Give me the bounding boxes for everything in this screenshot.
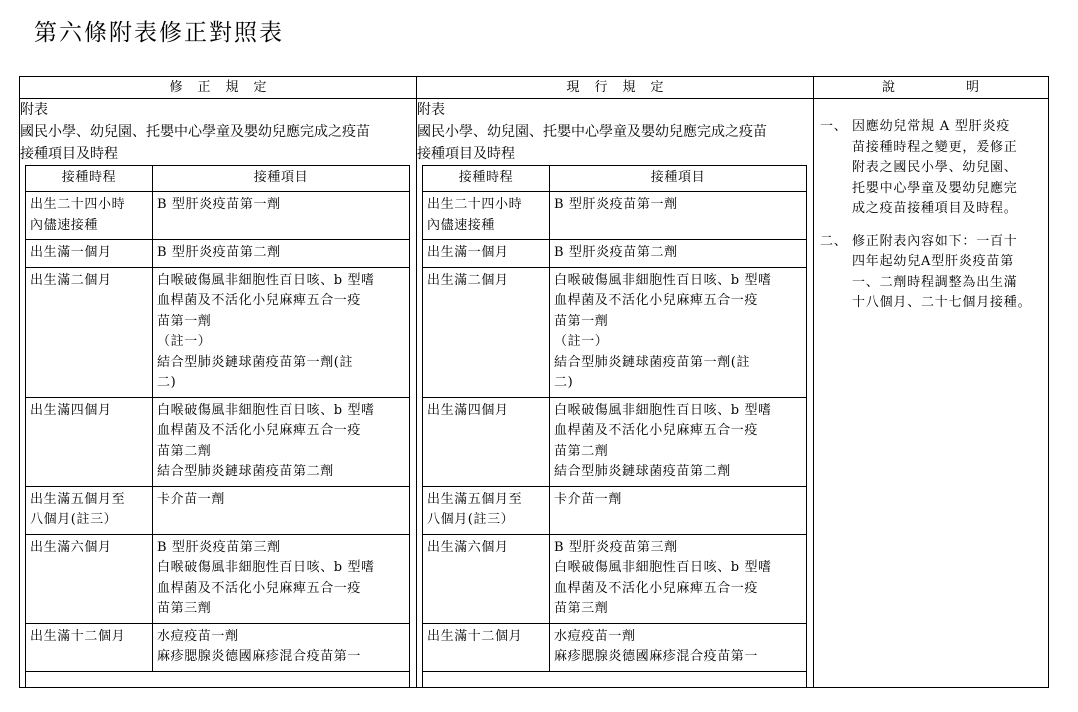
table-row [26, 240, 409, 268]
items-cell [550, 192, 807, 240]
caption-text: 國民小學、幼兒園、托嬰中心學童及嬰幼兒應完成之疫苗 [417, 124, 767, 140]
table-row [26, 192, 409, 240]
header-explanation: 說 明 [814, 77, 1048, 99]
items-cell [153, 486, 410, 534]
item-text: 血桿菌及不活化小兒麻痺五合一疫 [157, 580, 362, 596]
explanation-text: 苗接種時程之變更，爰修正 [852, 139, 1018, 155]
caption-label: 附表 [417, 102, 445, 118]
table-row [26, 486, 409, 534]
header-current: 現 行 規 定 [417, 77, 814, 99]
item-text: 白喉破傷風非細胞性百日咳、b 型嗜 [554, 560, 772, 575]
item-text: B 型肝炎疫苗第一劑 [157, 197, 281, 212]
item-text: 苗第一劑 [554, 313, 609, 329]
item-text: 血桿菌及不活化小兒麻痺五合一疫 [157, 423, 362, 438]
item-text: 白喉破傷風非細胞性百日咳、b 型嗜 [157, 402, 375, 418]
item-text: 卡介苗一劑 [157, 491, 226, 507]
item-text: 結合型肺炎鏈球菌疫苗第二劑 [554, 464, 731, 479]
schedule-text: 出生二十四小時 [30, 197, 126, 212]
table-row [26, 267, 409, 397]
explanation-text: 四年起幼兒A型肝炎疫苗第 [852, 254, 1014, 269]
items-cell [153, 192, 410, 240]
schedule-text: 出生滿一個月 [30, 245, 112, 260]
page-title: 第六條附表修正對照表 [34, 20, 284, 46]
table-row [423, 397, 806, 486]
explanation-body [852, 117, 1042, 220]
schedule-cell [26, 534, 153, 623]
explanation-item [820, 232, 1042, 314]
current-column [417, 99, 813, 687]
items-cell [550, 267, 807, 397]
item-text: B 型肝炎疫苗第三劑 [554, 539, 678, 555]
schedule-header: 接種時程 [26, 166, 153, 192]
item-text: 血桿菌及不活化小兒麻痺五合一疫 [554, 293, 759, 308]
schedule-cell [26, 267, 153, 397]
explanation-item [820, 117, 1042, 220]
item-text: 結合型肺炎鏈球菌疫苗第一劑(註 [157, 354, 354, 370]
schedule-cell [26, 240, 153, 268]
item-text: 苗第二劑 [157, 443, 212, 459]
schedule-cell [423, 397, 550, 486]
schedule-text: 出生滿二個月 [427, 272, 509, 288]
schedule-text: 八個月(註三） [427, 512, 515, 527]
items-cell [550, 240, 807, 268]
schedule-text: 出生滿六個月 [30, 539, 112, 555]
comparison-table [19, 76, 1049, 688]
schedule-header: 接種時程 [423, 166, 550, 192]
caption-text: 國民小學、幼兒園、托嬰中心學童及嬰幼兒應完成之疫苗 [20, 124, 370, 140]
items-cell [153, 623, 410, 671]
item-text: 血桿菌及不活化小兒麻痺五合一疫 [157, 293, 362, 308]
caption-text: 接種項目及時程 [20, 146, 118, 162]
items-cell [550, 623, 807, 671]
table-row [423, 623, 806, 671]
explanation-number: 二、 [820, 233, 848, 249]
table-row [423, 486, 806, 534]
explanation-text: 一、二劑時程調整為出生滿 [852, 274, 1018, 290]
vaccine-schedule-table [25, 165, 410, 687]
explanation-text: 托嬰中心學童及嬰幼兒應完 [852, 180, 1018, 196]
item-text: 血桿菌及不活化小兒麻痺五合一疫 [554, 580, 759, 596]
schedule-cell [423, 486, 550, 534]
items-cell [153, 534, 410, 623]
item-text: 麻疹腮腺炎德國麻疹混合疫苗第一 [157, 649, 362, 664]
schedule-text: 出生滿四個月 [427, 402, 509, 418]
table-row [423, 267, 806, 397]
explanation-text: 修正附表內容如下：一百十 [852, 233, 1018, 249]
table-row [423, 534, 806, 623]
table-row [423, 240, 806, 268]
table-row [26, 534, 409, 623]
item-text: （註一） [157, 334, 212, 349]
schedule-cell [26, 486, 153, 534]
item-text: 結合型肺炎鏈球菌疫苗第二劑 [157, 464, 334, 479]
item-text: 結合型肺炎鏈球菌疫苗第一劑(註 [554, 354, 751, 370]
schedule-text: 出生二十四小時 [427, 197, 523, 212]
schedule-text: 出生滿十二個月 [30, 628, 126, 644]
items-cell [550, 486, 807, 534]
schedule-cell [26, 397, 153, 486]
schedule-text: 出生滿一個月 [427, 245, 509, 260]
schedule-cell [26, 623, 153, 671]
item-text: B 型肝炎疫苗第一劑 [554, 197, 678, 212]
schedule-cell [423, 192, 550, 240]
item-text: （註一） [554, 334, 609, 349]
item-text: 血桿菌及不活化小兒麻痺五合一疫 [554, 423, 759, 438]
item-text: 麻疹腮腺炎德國麻疹混合疫苗第一 [554, 649, 759, 664]
explanation-text: 因應幼兒常規 A 型肝炎疫 [852, 119, 1011, 134]
schedule-text: 出生滿二個月 [30, 272, 112, 288]
item-text: 卡介苗一劑 [554, 491, 623, 507]
schedule-text: 出生滿六個月 [427, 539, 509, 555]
explanation-text: 附表之國民小學、幼兒園、 [852, 160, 1018, 175]
schedule-cell [423, 534, 550, 623]
item-text: 白喉破傷風非細胞性百日咳、b 型嗜 [554, 402, 772, 418]
item-text: B 型肝炎疫苗第三劑 [157, 539, 281, 555]
items-cell [153, 397, 410, 486]
table-row [26, 623, 409, 671]
schedule-text: 內儘速接種 [30, 217, 99, 233]
item-text: 二) [157, 375, 177, 390]
items-cell [153, 240, 410, 268]
vaccine-schedule-table [422, 165, 807, 687]
explanation-body [852, 232, 1042, 314]
schedule-cell [26, 192, 153, 240]
item-text: 水痘疫苗一劑 [157, 628, 239, 644]
item-text: 苗第二劑 [554, 443, 609, 459]
caption-label: 附表 [20, 102, 48, 118]
items-cell [550, 397, 807, 486]
schedule-cell [423, 267, 550, 397]
item-text: 白喉破傷風非細胞性百日咳、b 型嗜 [157, 560, 375, 575]
item-text: 苗第三劑 [157, 601, 212, 616]
schedule-text: 內儘速接種 [427, 217, 496, 233]
items-cell [550, 534, 807, 623]
items-header: 接種項目 [153, 166, 410, 192]
explanation-text: 十八個月、二十七個月接種。 [852, 295, 1032, 310]
item-text: B 型肝炎疫苗第二劑 [157, 245, 281, 260]
schedule-cell [423, 623, 550, 671]
schedule-cell [423, 240, 550, 268]
explanation-notes [820, 117, 1042, 326]
item-text: 水痘疫苗一劑 [554, 628, 636, 644]
schedule-text: 出生滿四個月 [30, 402, 112, 418]
explanation-text: 成之疫苗接種項目及時程。 [852, 201, 1018, 216]
schedule-text: 八個月(註三） [30, 512, 118, 527]
caption-text: 接種項目及時程 [417, 146, 515, 162]
item-text: 白喉破傷風非細胞性百日咳、b 型嗜 [157, 272, 375, 288]
schedule-text: 出生滿十二個月 [427, 628, 523, 644]
table-row [26, 397, 409, 486]
schedule-text: 出生滿五個月至 [427, 491, 523, 507]
items-header: 接種項目 [550, 166, 807, 192]
explanation-number: 一、 [820, 119, 848, 134]
items-cell [153, 267, 410, 397]
schedule-text: 出生滿五個月至 [30, 491, 126, 507]
amended-column [20, 99, 416, 687]
item-text: 白喉破傷風非細胞性百日咳、b 型嗜 [554, 272, 772, 288]
header-amended: 修 正 規 定 [20, 77, 417, 99]
item-text: 苗第三劑 [554, 601, 609, 616]
item-text: 二) [554, 375, 574, 390]
table-row [423, 192, 806, 240]
item-text: B 型肝炎疫苗第二劑 [554, 245, 678, 260]
item-text: 苗第一劑 [157, 313, 212, 329]
explanation-column [814, 99, 1048, 687]
